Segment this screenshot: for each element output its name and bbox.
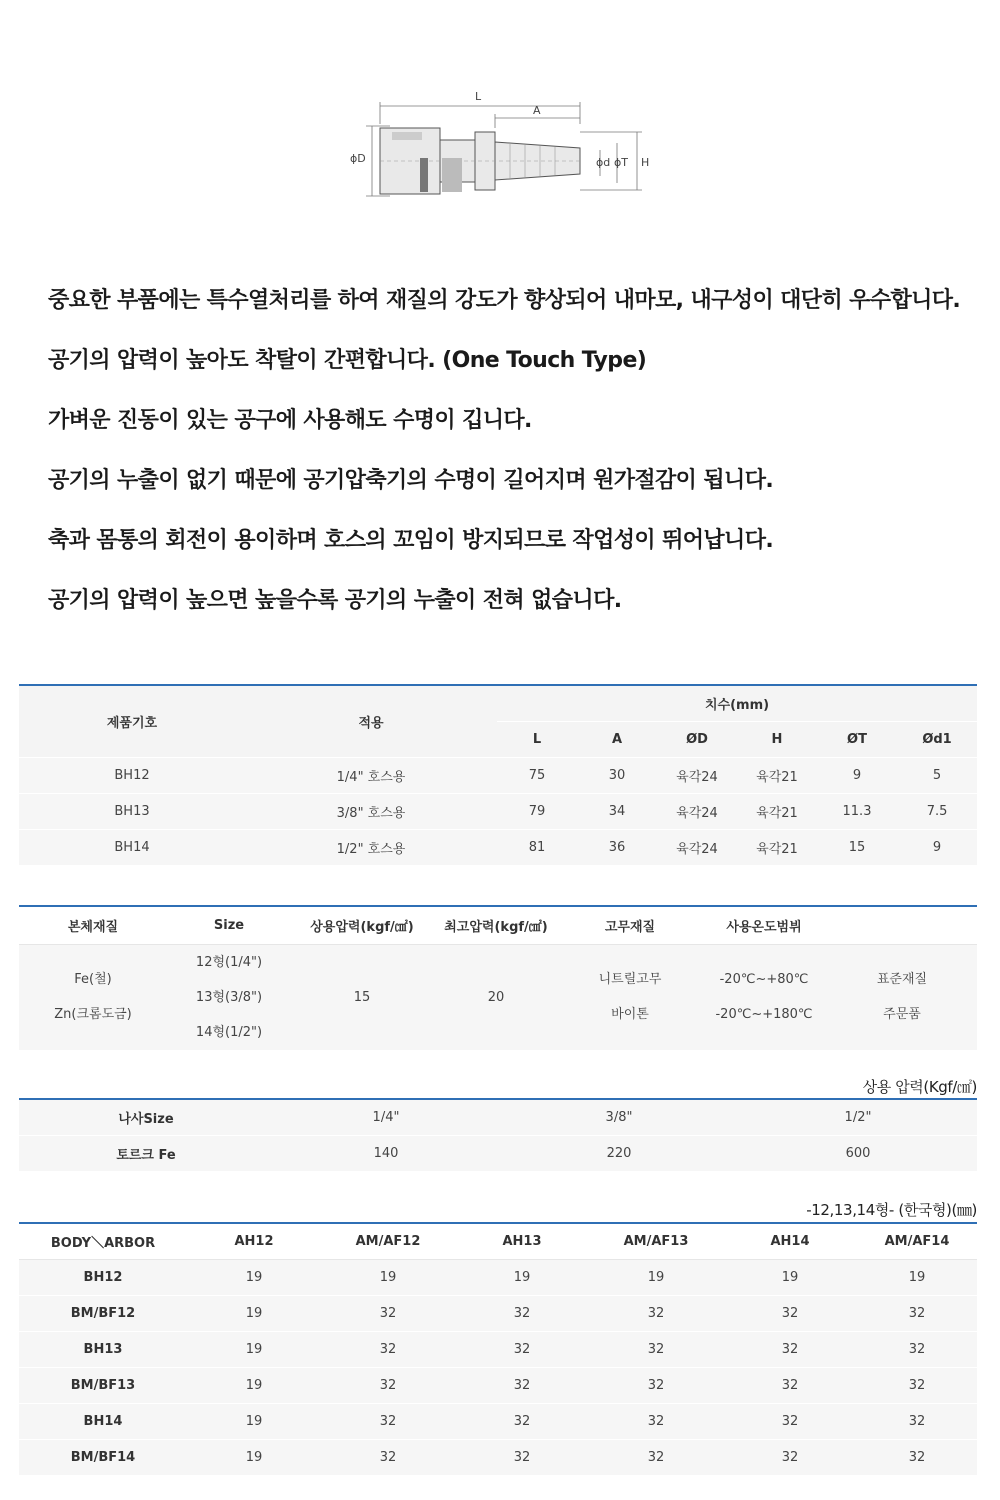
table-row — [19, 829, 977, 865]
cell-h: 육각21 — [737, 829, 817, 865]
cell-value: 32 — [455, 1295, 589, 1331]
cell-body-material — [19, 944, 167, 1050]
feature-item: 공기의 압력이 높아도 착탈이 간편합니다. (One Touch Type) — [48, 348, 647, 373]
cell-value: 19 — [908, 1269, 926, 1285]
table-row — [19, 1331, 977, 1367]
body-arbor-table — [19, 1222, 977, 1475]
header-body-arbor: BODY＼ARBOR — [19, 1223, 187, 1259]
cell-value: 32 — [589, 1439, 723, 1475]
cell-value: 19 — [187, 1439, 321, 1475]
cell-value: 32 — [589, 1367, 723, 1403]
header-product-code: 제품기호 — [106, 715, 158, 731]
cell-value: 32 — [589, 1295, 723, 1331]
cell-value: 19 — [187, 1403, 321, 1439]
cell-value: 32 — [321, 1331, 455, 1367]
table-row — [19, 944, 977, 1050]
header-dim-t: ØT — [817, 721, 897, 757]
grade-standard: 표준재질 — [876, 972, 928, 987]
dim-label-a: A — [533, 104, 541, 117]
header-ah14: AH14 — [723, 1223, 857, 1259]
temp-order: -20℃~+180℃ — [715, 1007, 813, 1022]
cell-value: 32 — [321, 1295, 455, 1331]
cell-a: 34 — [577, 793, 657, 829]
cell-value: 32 — [723, 1295, 857, 1331]
body-material-fe: Fe(철) — [74, 972, 112, 987]
size-12: 12형(1/4") — [195, 954, 263, 970]
table-row — [19, 1367, 977, 1403]
cell-h: 육각21 — [737, 757, 817, 793]
header-temp-range: 사용온도범뷔 — [701, 906, 827, 944]
cell-apply: 3/8" 호스용 — [245, 793, 497, 829]
header-grade — [827, 906, 977, 944]
dim-label-d-small: ϕd — [596, 156, 611, 169]
cell-value: 32 — [857, 1295, 977, 1331]
row-label: BM/BF13 — [19, 1367, 187, 1403]
cell-product: BH14 — [19, 829, 245, 865]
cell-t: 9 — [817, 757, 897, 793]
header-amaf14: AM/AF14 — [857, 1223, 977, 1259]
material-table — [19, 905, 977, 1050]
row-label: BH13 — [19, 1331, 187, 1367]
dim-label-t: ϕT — [614, 156, 628, 169]
torque-unit-note: 상용 압력(Kgf/㎠) — [862, 1078, 977, 1096]
cell-value: 19 — [187, 1367, 321, 1403]
grade-order: 주문품 — [883, 1007, 921, 1022]
cell-normal-pressure: 15 — [353, 989, 371, 1005]
cell-d: 육각24 — [657, 757, 737, 793]
header-dim-a: A — [577, 721, 657, 757]
cell-value: 32 — [455, 1367, 589, 1403]
cell-value: 19 — [513, 1269, 531, 1285]
coupler-drawing-svg — [330, 88, 660, 203]
row-label: BH12 — [83, 1269, 123, 1285]
cell-value: 19 — [187, 1331, 321, 1367]
feature-item: 공기의 누출이 없기 때문에 공기압축기의 수명이 길어지며 원가절감이 됩니다. — [48, 468, 774, 493]
table-row — [19, 793, 977, 829]
cell-grade — [827, 944, 977, 1050]
header-dim-d1: Ød1 — [897, 721, 977, 757]
cell-a: 30 — [577, 757, 657, 793]
row-label-thread-size: 나사Size — [19, 1099, 273, 1135]
cell-value: 32 — [723, 1403, 857, 1439]
cell-value: 32 — [321, 1367, 455, 1403]
cell-value: 3/8" — [499, 1099, 739, 1135]
cell-value: 32 — [723, 1439, 857, 1475]
table-row — [19, 1295, 977, 1331]
header-dim-l: L — [497, 721, 577, 757]
cell-value: 19 — [379, 1269, 397, 1285]
cell-value: 32 — [857, 1331, 977, 1367]
temp-standard: -20℃~+80℃ — [719, 972, 809, 987]
cell-value: 32 — [857, 1439, 977, 1475]
size-13: 13형(3/8") — [195, 989, 263, 1005]
rubber-nitrile: 니트릴고무 — [598, 972, 662, 987]
feature-item: 공기의 압력이 높으면 높을수록 공기의 누출이 전혀 없습니다. — [48, 588, 622, 613]
cell-value: 220 — [499, 1135, 739, 1171]
header-max-pressure: 최고압력(kgf/㎠) — [433, 906, 559, 944]
cell-value: 32 — [589, 1331, 723, 1367]
cell-value: 32 — [321, 1403, 455, 1439]
size-14: 14형(1/2") — [195, 1024, 263, 1040]
feature-item: 중요한 부품에는 특수열처리를 하여 재질의 강도가 향상되어 내마모, 내구성이 대단히 우수합니다. — [48, 288, 961, 313]
cell-value: 32 — [723, 1331, 857, 1367]
cell-temp — [701, 944, 827, 1050]
cell-value: 600 — [739, 1135, 977, 1171]
coupler-dimension-drawing — [330, 88, 660, 203]
cell-value: 140 — [273, 1135, 499, 1171]
dim-label-h: H — [641, 156, 650, 169]
header-application: 적용 — [358, 715, 384, 731]
row-label-torque-fe: 토르크 Fe — [19, 1135, 273, 1171]
header-normal-pressure: 상용압력(kgf/㎠) — [291, 906, 433, 944]
header-amaf13: AM/AF13 — [589, 1223, 723, 1259]
cell-rubber — [559, 944, 701, 1050]
cell-value: 32 — [857, 1367, 977, 1403]
header-body-material: 본체재질 — [19, 906, 167, 944]
header-dim-h: H — [737, 721, 817, 757]
header-ah12: AH12 — [187, 1223, 321, 1259]
cell-product: BH13 — [19, 793, 245, 829]
cell-value: 19 — [781, 1269, 799, 1285]
cell-value: 32 — [455, 1403, 589, 1439]
cell-value: 32 — [723, 1367, 857, 1403]
cell-value: 19 — [187, 1295, 321, 1331]
cell-value: 32 — [589, 1403, 723, 1439]
header-rubber: 고무재질 — [559, 906, 701, 944]
table-row — [19, 1135, 977, 1171]
header-amaf12: AM/AF12 — [321, 1223, 455, 1259]
row-label: BM/BF14 — [19, 1439, 187, 1475]
cell-l: 79 — [497, 793, 577, 829]
cell-max-pressure: 20 — [487, 989, 505, 1005]
rubber-viton: 바이톤 — [611, 1007, 649, 1022]
cell-value: 32 — [857, 1403, 977, 1439]
arbor-unit-note: -12,13,14형- (한국형)(㎜) — [806, 1201, 977, 1219]
table-row — [19, 1403, 977, 1439]
feature-item: 축과 몸통의 회전이 용이하며 호스의 꼬임이 방지되므로 작업성이 뛰어납니다. — [48, 528, 774, 553]
cell-value: 19 — [245, 1269, 263, 1285]
table-row — [19, 1259, 977, 1295]
cell-d: 육각24 — [657, 793, 737, 829]
cell-apply: 1/4" 호스용 — [245, 757, 497, 793]
cell-d1: 7.5 — [897, 793, 977, 829]
cell-t: 11.3 — [817, 793, 897, 829]
cell-h: 육각21 — [737, 793, 817, 829]
row-label: BH14 — [19, 1403, 187, 1439]
cell-t: 15 — [817, 829, 897, 865]
table-row — [19, 1099, 977, 1135]
body-material-zn: Zn(크롬도금) — [54, 1007, 132, 1022]
cell-apply: 1/2" 호스용 — [245, 829, 497, 865]
cell-size — [167, 944, 291, 1050]
header-ah13: AH13 — [455, 1223, 589, 1259]
row-label: BM/BF12 — [19, 1295, 187, 1331]
table-row — [19, 757, 977, 793]
header-dim-d: ØD — [657, 721, 737, 757]
torque-table — [19, 1098, 977, 1171]
cell-d1: 9 — [897, 829, 977, 865]
cell-value: 19 — [647, 1269, 665, 1285]
cell-product: BH12 — [19, 757, 245, 793]
cell-value: 1/4" — [273, 1099, 499, 1135]
cell-d: 육각24 — [657, 829, 737, 865]
dimension-spec-table — [19, 684, 977, 865]
cell-value: 1/2" — [739, 1099, 977, 1135]
dim-label-d: ϕD — [350, 152, 366, 165]
cell-value: 32 — [455, 1439, 589, 1475]
header-dimensions: 치수(mm) — [704, 697, 770, 713]
cell-a: 36 — [577, 829, 657, 865]
feature-item: 가벼운 진동이 있는 공구에 사용해도 수명이 깁니다. — [48, 408, 532, 433]
cell-l: 75 — [497, 757, 577, 793]
dim-label-l: L — [475, 90, 482, 103]
table-row — [19, 1439, 977, 1475]
feature-list — [48, 282, 988, 642]
cell-value: 32 — [321, 1439, 455, 1475]
cell-value: 32 — [455, 1331, 589, 1367]
cell-l: 81 — [497, 829, 577, 865]
header-size: Size — [167, 906, 291, 944]
cell-d1: 5 — [897, 757, 977, 793]
